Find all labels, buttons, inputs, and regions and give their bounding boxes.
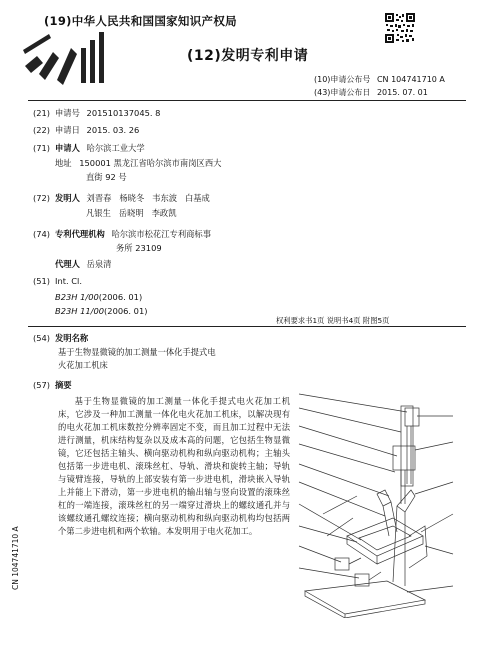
issuing-office: (19)中华人民共和国国家知识产权局 [44, 14, 237, 28]
address-label: 地址 [55, 158, 72, 168]
header-divider [28, 100, 466, 101]
qr-code [385, 13, 415, 43]
publication-number-label: (10)申请公布号 [314, 75, 371, 84]
abstract-text: 基于生物显微镜的加工测量一体化手提式电火花加工机床，它涉及一种加工测量一体化电火花加工机床，以解决现有的电火花加工机床数控分辨率固定不变，而且加工过程中无法进行测量，机床结构复杂以及成本高的问题，它包括生物显微镜，它还包括主轴头、横向驱动机构和纵向驱动机构；主轴头包括第一步进电机、滚珠丝杠、导轨、滑块和旋转主轴；导轨与镜臂连接，导轨的上部安装有第一步进电机，滑块嵌入导轨上并能上下滑动，第一步进电机的输出轴与竖向设置的滚珠丝杠的一端连接，滚珠丝杠的另一端穿过滑块上的螺纹通孔并与该螺纹通孔螺纹连接；横向驱动机构和纵向驱动机构均包括两个第二步进电机和两个软轴。本发明用于电火花加工。 [58, 396, 290, 537]
inventors-line2: 凡银生 岳晓明 李政凯 [86, 208, 177, 218]
address-line2: 直街 92 号 [86, 172, 127, 182]
application-number: 201510137045. 8 [86, 108, 161, 118]
side-publication-code: CN 104741710 A [11, 526, 20, 590]
agent-label: 代理人 [55, 259, 80, 269]
application-date-label: 申请日 [55, 125, 80, 135]
invention-title: 基于生物显微镜的加工测量一体化手提式电 火花加工机床 [58, 347, 216, 370]
applicant-label: 申请人 [55, 143, 80, 153]
publication-number: CN 104741710 A [376, 75, 445, 84]
applicant: 哈尔滨工业大学 [86, 143, 145, 153]
publication-number-row [314, 74, 445, 85]
application-number-label: 申请号 [55, 108, 80, 118]
application-date-row: (22) 申请日 2015. 03. 26 [33, 125, 140, 135]
biblio-divider [28, 326, 466, 327]
applicant-row: (71) 申请人 哈尔滨工业大学 [33, 143, 145, 153]
abstract-header: (57) 摘要 [33, 380, 72, 390]
application-number-row: (21) 申请号 201510137045. 8 [33, 108, 161, 118]
agency-line2: 务所 23109 [116, 243, 162, 253]
agent-row [55, 258, 111, 270]
application-date: 2015. 03. 26 [86, 125, 140, 135]
invention-title-header: (54) 发明名称 [33, 333, 89, 343]
abstract-label: 摘要 [55, 380, 72, 390]
address-row [55, 157, 221, 169]
inventors-line1: 刘晋春 杨晓冬 韦东波 白基成 [86, 193, 210, 203]
address-line1: 150001 黑龙江省哈尔滨市南岗区西大 [79, 158, 222, 168]
publication-date-row [314, 87, 428, 98]
inventors-row: (72) 发明人 刘晋春 杨晓冬 韦东波 白基成 [33, 193, 210, 203]
publication-date: 2015. 07. 01 [376, 88, 428, 97]
publication-date-label: (43)申请公布日 [314, 88, 371, 97]
cnipa-emblem-logo [19, 30, 112, 85]
document-type: (12)发明专利申请 [187, 48, 309, 64]
intcl-class-1: B23H 1/00(2006. 01) [55, 292, 143, 302]
machine-drawing [297, 386, 455, 618]
agency-label: 专利代理机构 [55, 229, 105, 239]
intcl-class-2: B23H 11/00(2006. 01) [55, 306, 148, 316]
invention-title-label: 发明名称 [55, 333, 89, 343]
agent: 岳泉清 [86, 259, 112, 269]
inventors-label: 发明人 [55, 193, 80, 203]
page-counts: 权利要求书1页 说明书4页 附图5页 [276, 316, 390, 325]
agency-row: (74) 专利代理机构 哈尔滨市松花江专利商标事 [33, 229, 212, 239]
intcl-label: Int. Cl. [55, 276, 82, 286]
intcl-row: (51) Int. Cl. [33, 276, 82, 286]
agency-line1: 哈尔滨市松花江专利商标事 [111, 229, 212, 239]
